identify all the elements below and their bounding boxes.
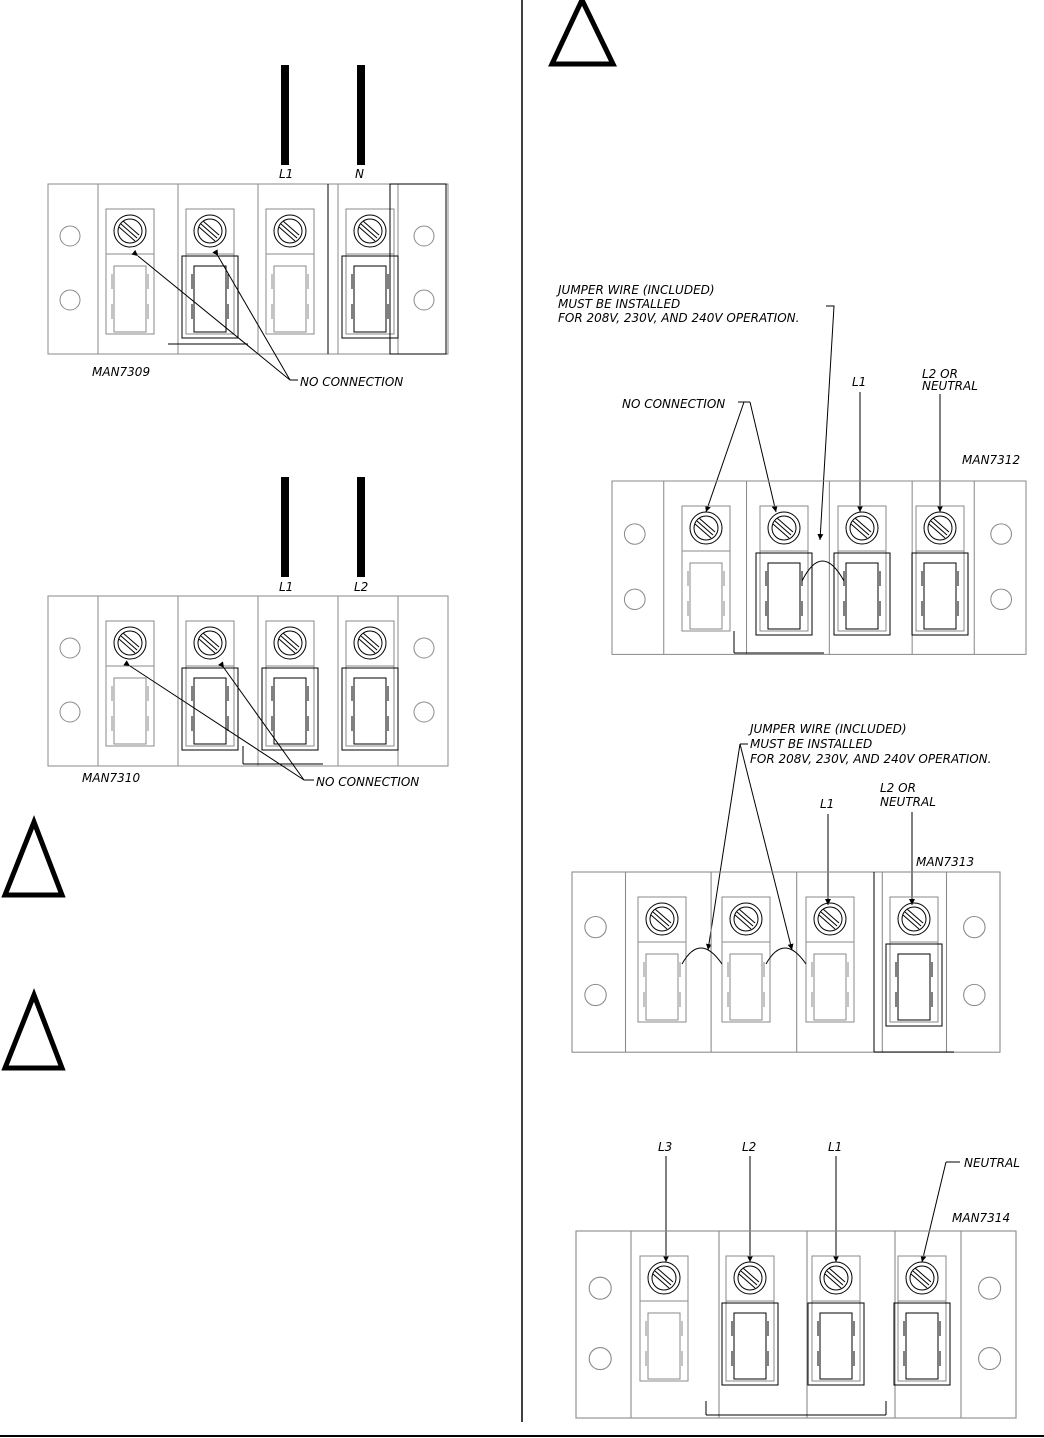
wire-label-l1: L1 — [279, 580, 294, 594]
l1-label: L1 — [820, 797, 835, 811]
part-number: MAN7309 — [92, 365, 151, 379]
warning-triangle-icon — [5, 995, 62, 1068]
wire-l1 — [279, 65, 293, 181]
wire-l1 — [279, 477, 293, 594]
leader-line — [218, 256, 290, 380]
terminal-diagram-5 — [576, 1231, 1016, 1418]
l2-neutral-label: L2 OR — [922, 367, 958, 381]
wire-label-l2: L2 — [354, 580, 369, 594]
wire-label-l1: L1 — [279, 167, 294, 181]
terminal-diagram-2 — [48, 596, 448, 766]
part-number: MAN7310 — [82, 771, 141, 785]
svg-text:FOR 208V, 230V, AND 240V OPERA: FOR 208V, 230V, AND 240V OPERATION. — [750, 752, 992, 766]
jumper-note — [556, 283, 799, 325]
part-number: MAN7314 — [952, 1211, 1011, 1225]
no-connection-label: NO CONNECTION — [622, 397, 726, 411]
svg-text:NEUTRAL: NEUTRAL — [880, 795, 936, 809]
svg-text:FOR 208V, 230V, AND 240V OPERA: FOR 208V, 230V, AND 240V OPERATION. — [558, 311, 800, 325]
no-connection-label: NO CONNECTION — [300, 375, 404, 389]
svg-text:MUST BE INSTALLED: MUST BE INSTALLED — [558, 297, 681, 311]
svg-text:JUMPER WIRE (INCLUDED): JUMPER WIRE (INCLUDED) — [750, 722, 907, 736]
l3-label: L3 — [658, 1140, 673, 1154]
l2-label: L2 — [742, 1140, 757, 1154]
leader-line — [130, 666, 304, 780]
part-number: MAN7312 — [962, 453, 1021, 467]
svg-text:MUST BE INSTALLED: MUST BE INSTALLED — [750, 737, 873, 751]
warning-triangle-icon — [5, 822, 62, 895]
neutral-label: NEUTRAL — [964, 1156, 1020, 1170]
leader-line — [138, 256, 290, 380]
l2-neutral-label: L2 OR — [880, 781, 916, 795]
svg-text:JUMPER WIRE (INCLUDED): JUMPER WIRE (INCLUDED) — [558, 283, 715, 297]
warning-triangle-icon — [552, 0, 613, 64]
part-number: MAN7313 — [916, 855, 975, 869]
wire-label-n: N — [355, 167, 364, 181]
terminal-diagram-1 — [48, 184, 448, 354]
wire-l2 — [354, 477, 368, 594]
terminal-diagram-3 — [612, 481, 1026, 654]
l1-label: L1 — [852, 375, 867, 389]
wire-n — [355, 65, 365, 181]
leader-line — [224, 668, 304, 780]
jumper-note — [748, 722, 991, 766]
terminal-diagram-4 — [572, 872, 1000, 1052]
no-connection-label: NO CONNECTION — [316, 775, 420, 789]
svg-text:NEUTRAL: NEUTRAL — [922, 379, 978, 393]
l1-label: L1 — [828, 1140, 843, 1154]
